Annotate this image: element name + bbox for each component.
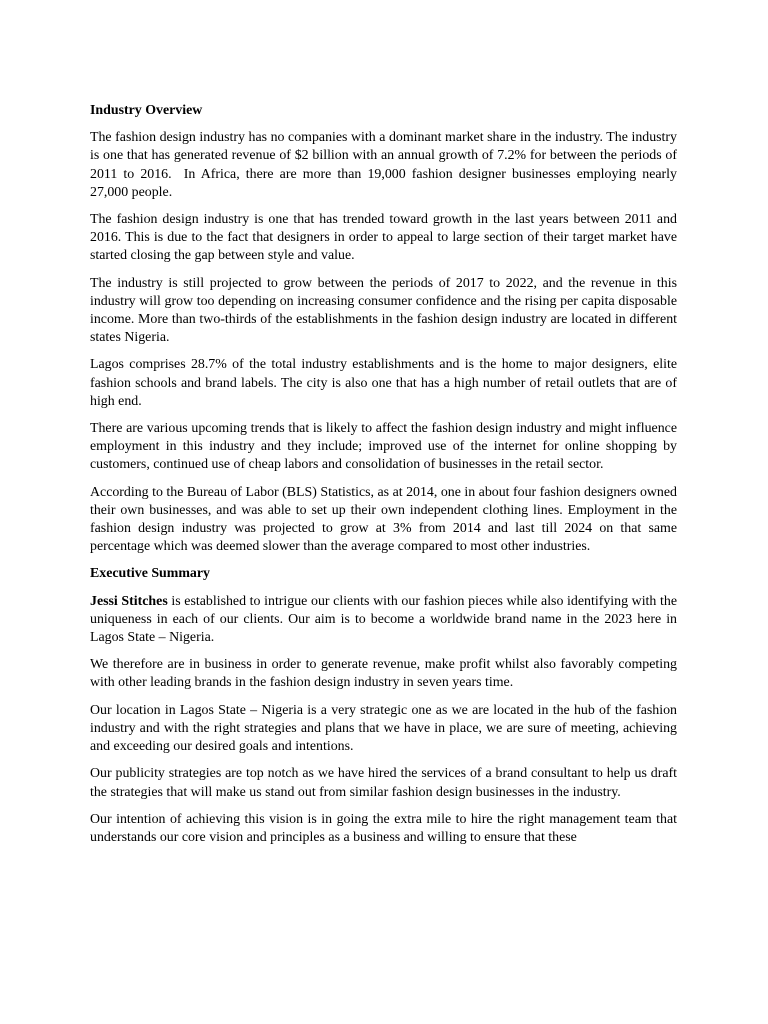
industry-overview-paragraph-1: The fashion design industry has no companies with a dominant market share in the industry. The industry is one that has generated revenue of $2 billion with an annual growth of 7.2% for between the periods of 2011 to 2016. In Africa, there are more than 19,000 fashion designer businesses employing nearly 27,000 people. — [90, 130, 681, 200]
industry-overview-paragraph-4: Lagos comprises 28.7% of the total industry establishments and is the home to major designers, elite fashion schools and brand labels. The city is also one that has a high number of retail outlets that are of high end. — [90, 357, 681, 409]
executive-summary-paragraph-2: We therefore are in business in order to generate revenue, make profit whilst also favorably competing with other leading brands in the fashion design industry in seven years time. — [90, 657, 681, 691]
executive-summary-intro-text: is established to intrigue our clients with our fashion pieces while also identifying with the uniqueness in each of our clients. Our aim is to become a worldwide brand name in the 2023 here in Lagos State – Nigeria. — [90, 593, 681, 646]
executive-summary-paragraph-3: Our location in Lagos State – Nigeria is a very strategic one as we are located in the hub of the fashion industry and with the right strategies and plans that we have in place, we are sure of meeting, achieving and exceeding our desired goals and intentions. — [90, 702, 681, 755]
industry-overview-paragraph-2: The fashion design industry is one that has trended toward growth in the last years between 2011 and 2016. This is due to the fact that designers in order to appeal to large section of their target market have started closing the gap between style and value. — [90, 212, 681, 264]
industry-overview-paragraph-3: The industry is still projected to grow between the periods of 2017 to 2022, and the revenue in this industry will grow too depending on increasing consumer confidence and the rising per capita disposable income. More than two-thirds of the establishments in the fashion design industry are located in different states Nigeria. — [90, 275, 681, 346]
company-name: Jessi Stitches — [90, 593, 168, 609]
industry-overview-paragraph-5: There are various upcoming trends that is likely to affect the fashion design industry and might influence employment in this industry and they include; improved use of the internet for online shopping by customers, continued use of cheap labors and consolidation of businesses in the retail sector. — [90, 421, 681, 473]
executive-summary-intro-paragraph — [90, 593, 681, 648]
section-heading-industry-overview: Industry Overview — [90, 103, 203, 118]
executive-summary-paragraph-5: Our intention of achieving this vision is in going the extra mile to hire the right management team that understands our core vision and principles as a business and willing to ensure that these — [90, 811, 681, 845]
industry-overview-paragraph-6: According to the Bureau of Labor (BLS) Statistics, as at 2014, one in about four fashion designers owned their own businesses, and was able to set up their own independent clothing lines. Employment in the fashion design industry was projected to grow at 3% from 2014 and last till 2024 on that same percentage which was deemed slower than the average compared to most other industries. — [90, 484, 681, 555]
executive-summary-paragraph-4: Our publicity strategies are top notch as we have hired the services of a brand consultant to help us draft the strategies that will make us stand out from similar fashion design businesses in the industry. — [90, 766, 681, 800]
section-heading-executive-summary: Executive Summary — [90, 566, 210, 582]
document-page — [90, 102, 681, 856]
